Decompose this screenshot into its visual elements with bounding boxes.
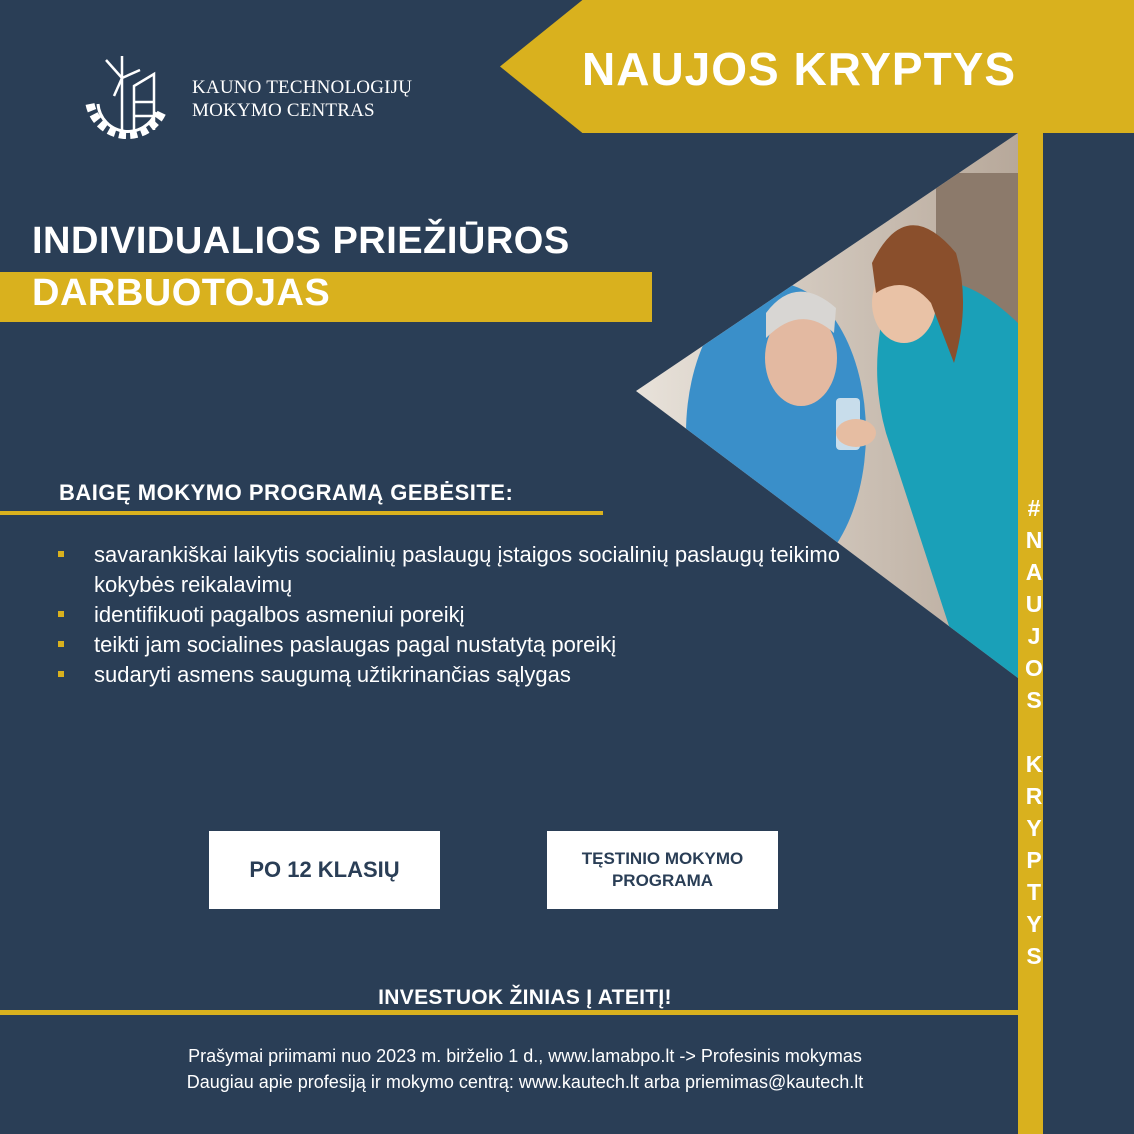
skill-text: teikti jam socialines paslaugas pagal nustatytą poreikį [94, 632, 617, 657]
list-item [58, 660, 858, 690]
list-item [58, 600, 858, 630]
bullet-icon [58, 671, 64, 677]
vertical-letter: Y [1026, 815, 1042, 841]
profession-title-line-1: INDIVIDUALIOS PRIEŽIŪROS [32, 220, 570, 262]
vertical-letter: N [1025, 527, 1043, 553]
organization-name [192, 76, 412, 122]
list-item [58, 630, 858, 660]
vertical-hashtag [1019, 492, 1049, 972]
vertical-letter: R [1025, 783, 1043, 809]
skill-text: sudaryti asmens saugumą užtikrinančias sąlygas [94, 662, 571, 687]
continuing-program-button[interactable]: TĘSTINIO MOKYMO PROGRAMA [547, 831, 778, 909]
gear-wind-turbine-icon [78, 52, 176, 144]
vertical-letter: Y [1026, 911, 1042, 937]
vertical-letter: S [1026, 943, 1042, 969]
vertical-letter: A [1025, 559, 1043, 585]
organization-line-1: KAUNO TECHNOLOGIJŲ [192, 77, 413, 98]
vertical-letter: U [1025, 591, 1043, 617]
vertical-letter: K [1025, 751, 1043, 777]
footer-line-2: Daugiau apie profesiją ir mokymo centrą: www.kautech.lt arba priemimas@kautech.lt [186, 1072, 864, 1092]
after-12-grades-button[interactable]: PO 12 KLASIŲ [209, 831, 440, 909]
vertical-letter: T [1026, 879, 1042, 905]
bullet-icon [58, 551, 64, 557]
vertical-letter: J [1027, 623, 1041, 649]
bullet-icon [58, 641, 64, 647]
skill-text: savarankiškai laikytis socialinių paslaugų įstaigos socialinių paslaugų teikimo kokybės reikalavimų [94, 542, 840, 597]
organization-line-2: MOKYMO CENTRAS [192, 100, 375, 121]
slogan-underline [0, 1010, 1018, 1015]
list-item [58, 540, 858, 600]
vertical-letter: S [1026, 687, 1042, 713]
vertical-letter: P [1026, 847, 1042, 873]
skills-underline [0, 511, 603, 515]
vertical-letter: # [1027, 495, 1041, 521]
banner-title: NAUJOS KRYPTYS [582, 43, 1017, 95]
footer-line-1: Prašymai priimami nuo 2023 m. birželio 1 d., www.lamabpo.lt -> Profesinis mokymas [188, 1046, 862, 1066]
profession-title-line-2: DARBUOTOJAS [32, 272, 331, 314]
skills-list [58, 540, 858, 690]
slogan: INVESTUOK ŽINIAS Į ATEITĮ! [378, 986, 672, 1009]
skill-text: identifikuoti pagalbos asmeniui poreikį [94, 602, 465, 627]
vertical-letter [1019, 716, 1049, 748]
vertical-letter: O [1025, 655, 1043, 681]
bullet-icon [58, 611, 64, 617]
skills-heading: BAIGĘ MOKYMO PROGRAMĄ GEBĖSITE: [59, 480, 514, 505]
